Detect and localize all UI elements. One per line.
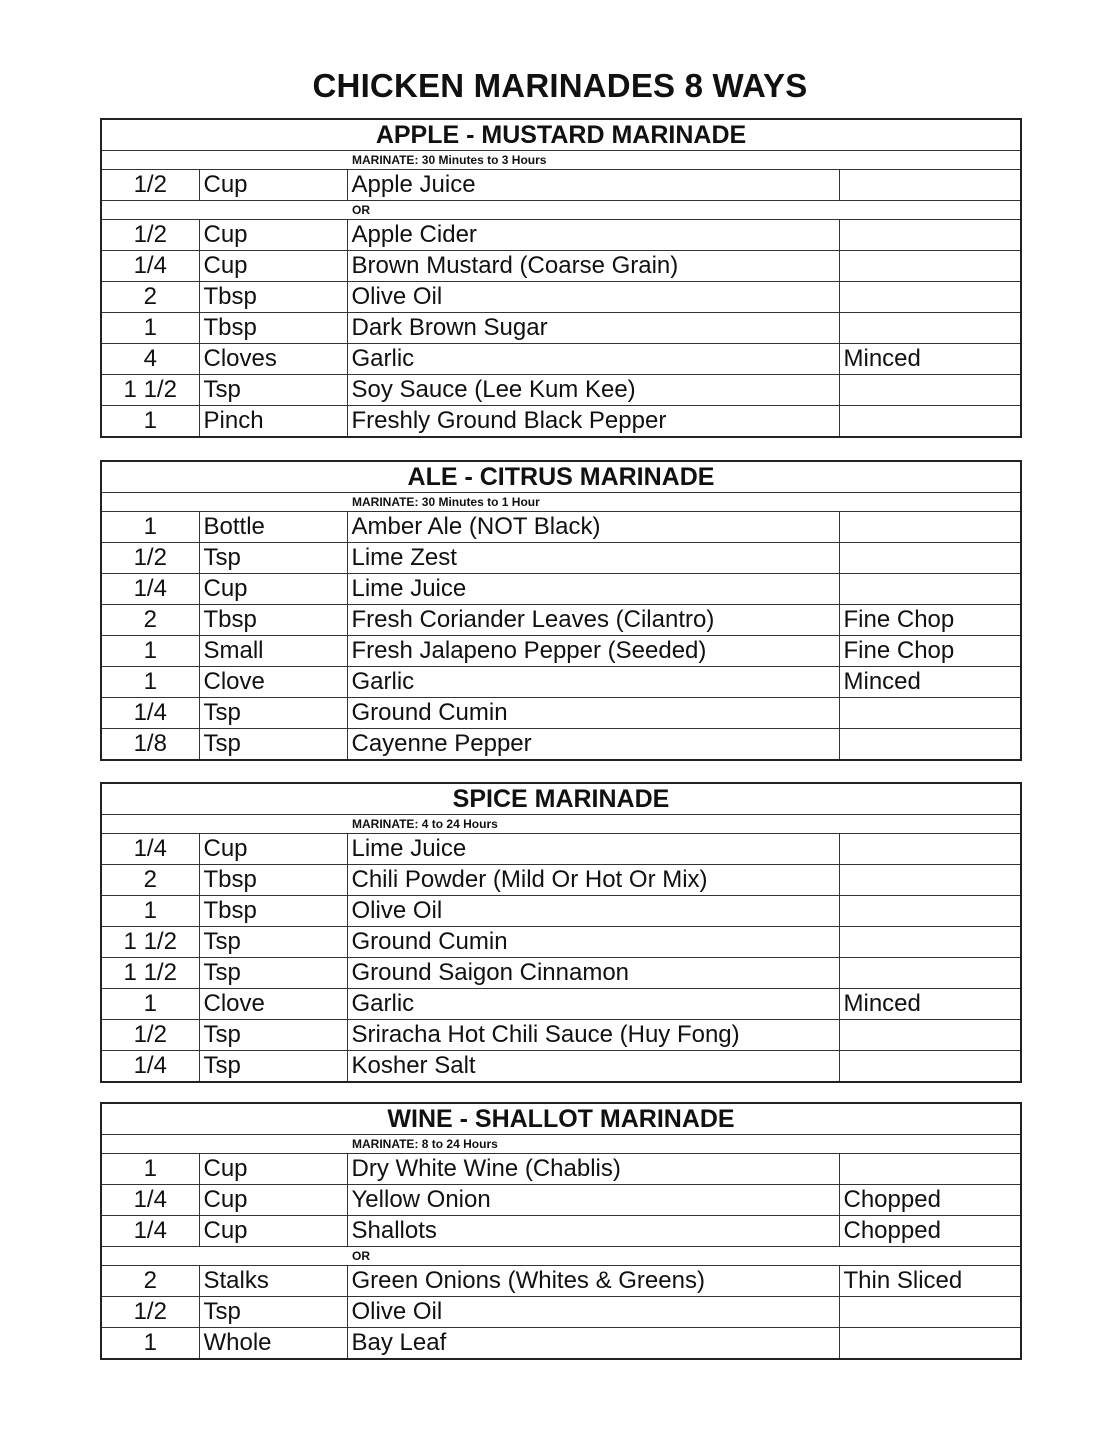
ingredient-row [101, 989, 1021, 1020]
prep-note [839, 1154, 1021, 1185]
quantity: 1 [101, 667, 199, 698]
section-title: ALE - CITRUS MARINADE [101, 461, 1021, 493]
ingredient: Lime Zest [347, 543, 839, 574]
unit: Tsp [199, 729, 347, 761]
recipe-table [100, 1102, 1022, 1360]
prep-note [839, 220, 1021, 251]
quantity: 1/2 [101, 220, 199, 251]
recipe-table [100, 782, 1022, 1083]
prep-note [839, 170, 1021, 201]
prep-note [839, 1328, 1021, 1360]
prep-note [839, 834, 1021, 865]
or-separator: OR [101, 1247, 1021, 1266]
unit: Tbsp [199, 282, 347, 313]
ingredient-row [101, 344, 1021, 375]
ingredient: Lime Juice [347, 574, 839, 605]
ingredient: Garlic [347, 667, 839, 698]
ingredient: Amber Ale (NOT Black) [347, 512, 839, 543]
quantity: 1 1/2 [101, 375, 199, 406]
prep-note: Chopped [839, 1216, 1021, 1247]
unit: Tsp [199, 375, 347, 406]
unit: Tsp [199, 927, 347, 958]
prep-note: Minced [839, 344, 1021, 375]
ingredient-row [101, 251, 1021, 282]
ingredient-row [101, 896, 1021, 927]
marinate-time: MARINATE: 30 Minutes to 3 Hours [101, 151, 1021, 170]
ingredient-row [101, 1051, 1021, 1083]
quantity: 1/2 [101, 1297, 199, 1328]
unit: Clove [199, 989, 347, 1020]
quantity: 1/8 [101, 729, 199, 761]
quantity: 4 [101, 344, 199, 375]
ingredient-row [101, 865, 1021, 896]
quantity: 1 [101, 1154, 199, 1185]
prep-note [839, 313, 1021, 344]
unit: Tbsp [199, 605, 347, 636]
marinate-time: MARINATE: 8 to 24 Hours [101, 1135, 1021, 1154]
ingredient-row [101, 1154, 1021, 1185]
ingredient: Olive Oil [347, 282, 839, 313]
unit: Tbsp [199, 865, 347, 896]
ingredient: Ground Cumin [347, 927, 839, 958]
ingredient-row [101, 1020, 1021, 1051]
marinade-section-spice [100, 782, 1020, 1083]
marinade-section-ale-citrus [100, 460, 1020, 761]
unit: Stalks [199, 1266, 347, 1297]
ingredient-row [101, 1266, 1021, 1297]
ingredient-row [101, 698, 1021, 729]
quantity: 1 [101, 989, 199, 1020]
quantity: 1 [101, 512, 199, 543]
unit: Cup [199, 170, 347, 201]
unit: Tsp [199, 958, 347, 989]
quantity: 1 [101, 406, 199, 438]
quantity: 1 1/2 [101, 927, 199, 958]
quantity: 1/4 [101, 1216, 199, 1247]
quantity: 1 1/2 [101, 958, 199, 989]
ingredient-row [101, 220, 1021, 251]
ingredient-row [101, 1216, 1021, 1247]
ingredient: Brown Mustard (Coarse Grain) [347, 251, 839, 282]
ingredient: Apple Cider [347, 220, 839, 251]
ingredient: Garlic [347, 989, 839, 1020]
quantity: 1 [101, 896, 199, 927]
ingredient-row [101, 927, 1021, 958]
marinate-time: MARINATE: 4 to 24 Hours [101, 815, 1021, 834]
prep-note [839, 958, 1021, 989]
marinade-section-wine-shallot [100, 1102, 1020, 1360]
ingredient: Garlic [347, 344, 839, 375]
marinate-time: MARINATE: 30 Minutes to 1 Hour [101, 493, 1021, 512]
ingredient: Soy Sauce (Lee Kum Kee) [347, 375, 839, 406]
prep-note: Minced [839, 989, 1021, 1020]
unit: Tsp [199, 543, 347, 574]
ingredient-row [101, 313, 1021, 344]
or-separator: OR [101, 201, 1021, 220]
prep-note [839, 729, 1021, 761]
prep-note [839, 896, 1021, 927]
ingredient-row [101, 636, 1021, 667]
unit: Whole [199, 1328, 347, 1360]
ingredient: Olive Oil [347, 1297, 839, 1328]
ingredient-row [101, 834, 1021, 865]
unit: Cup [199, 220, 347, 251]
ingredient: Chili Powder (Mild Or Hot Or Mix) [347, 865, 839, 896]
unit: Cup [199, 1154, 347, 1185]
ingredient-row [101, 605, 1021, 636]
prep-note [839, 1020, 1021, 1051]
unit: Tsp [199, 1051, 347, 1083]
prep-note [839, 282, 1021, 313]
unit: Tbsp [199, 896, 347, 927]
quantity: 1 [101, 636, 199, 667]
ingredient-row [101, 512, 1021, 543]
ingredient-row [101, 282, 1021, 313]
quantity: 1/4 [101, 1185, 199, 1216]
unit: Small [199, 636, 347, 667]
ingredient: Olive Oil [347, 896, 839, 927]
recipe-table [100, 118, 1022, 438]
ingredient: Freshly Ground Black Pepper [347, 406, 839, 438]
quantity: 2 [101, 865, 199, 896]
ingredient: Shallots [347, 1216, 839, 1247]
quantity: 1/4 [101, 251, 199, 282]
ingredient-row [101, 1328, 1021, 1360]
unit: Cup [199, 574, 347, 605]
ingredient: Ground Cumin [347, 698, 839, 729]
prep-note [839, 375, 1021, 406]
section-title: SPICE MARINADE [101, 783, 1021, 815]
prep-note: Chopped [839, 1185, 1021, 1216]
ingredient: Kosher Salt [347, 1051, 839, 1083]
unit: Tsp [199, 1297, 347, 1328]
ingredient: Lime Juice [347, 834, 839, 865]
ingredient: Apple Juice [347, 170, 839, 201]
unit: Pinch [199, 406, 347, 438]
ingredient-row [101, 1297, 1021, 1328]
unit: Clove [199, 667, 347, 698]
unit: Bottle [199, 512, 347, 543]
ingredient-row [101, 543, 1021, 574]
prep-note [839, 865, 1021, 896]
ingredient: Dry White Wine (Chablis) [347, 1154, 839, 1185]
ingredient-row [101, 729, 1021, 761]
prep-note [839, 543, 1021, 574]
ingredient-row [101, 958, 1021, 989]
unit: Tbsp [199, 313, 347, 344]
ingredient: Bay Leaf [347, 1328, 839, 1360]
unit: Tsp [199, 698, 347, 729]
ingredient: Sriracha Hot Chili Sauce (Huy Fong) [347, 1020, 839, 1051]
unit: Cup [199, 1216, 347, 1247]
ingredient: Dark Brown Sugar [347, 313, 839, 344]
quantity: 1/2 [101, 1020, 199, 1051]
ingredient-row [101, 170, 1021, 201]
unit: Cup [199, 834, 347, 865]
ingredient-row [101, 667, 1021, 698]
prep-note: Minced [839, 667, 1021, 698]
recipe-table [100, 460, 1022, 761]
quantity: 1/4 [101, 1051, 199, 1083]
ingredient: Cayenne Pepper [347, 729, 839, 761]
quantity: 1 [101, 1328, 199, 1360]
prep-note [839, 1297, 1021, 1328]
prep-note [839, 1051, 1021, 1083]
ingredient-row [101, 375, 1021, 406]
ingredient: Green Onions (Whites & Greens) [347, 1266, 839, 1297]
quantity: 1 [101, 313, 199, 344]
page-title: CHICKEN MARINADES 8 WAYS [312, 67, 808, 104]
prep-note [839, 698, 1021, 729]
section-title: APPLE - MUSTARD MARINADE [101, 119, 1021, 151]
quantity: 2 [101, 605, 199, 636]
unit: Cup [199, 1185, 347, 1216]
quantity: 1/2 [101, 170, 199, 201]
quantity: 1/4 [101, 698, 199, 729]
ingredient: Fresh Jalapeno Pepper (Seeded) [347, 636, 839, 667]
quantity: 1/4 [101, 574, 199, 605]
unit: Cup [199, 251, 347, 282]
prep-note [839, 406, 1021, 438]
prep-note: Fine Chop [839, 636, 1021, 667]
marinade-section-apple-mustard [100, 118, 1020, 438]
prep-note: Thin Sliced [839, 1266, 1021, 1297]
ingredient: Ground Saigon Cinnamon [347, 958, 839, 989]
quantity: 1/4 [101, 834, 199, 865]
prep-note [839, 251, 1021, 282]
ingredient: Yellow Onion [347, 1185, 839, 1216]
prep-note [839, 512, 1021, 543]
prep-note [839, 574, 1021, 605]
ingredient-row [101, 574, 1021, 605]
quantity: 2 [101, 1266, 199, 1297]
unit: Tsp [199, 1020, 347, 1051]
unit: Cloves [199, 344, 347, 375]
ingredient: Fresh Coriander Leaves (Cilantro) [347, 605, 839, 636]
ingredient-row [101, 1185, 1021, 1216]
prep-note [839, 927, 1021, 958]
quantity: 2 [101, 282, 199, 313]
quantity: 1/2 [101, 543, 199, 574]
section-title: WINE - SHALLOT MARINADE [101, 1103, 1021, 1135]
ingredient-row [101, 406, 1021, 438]
prep-note: Fine Chop [839, 605, 1021, 636]
